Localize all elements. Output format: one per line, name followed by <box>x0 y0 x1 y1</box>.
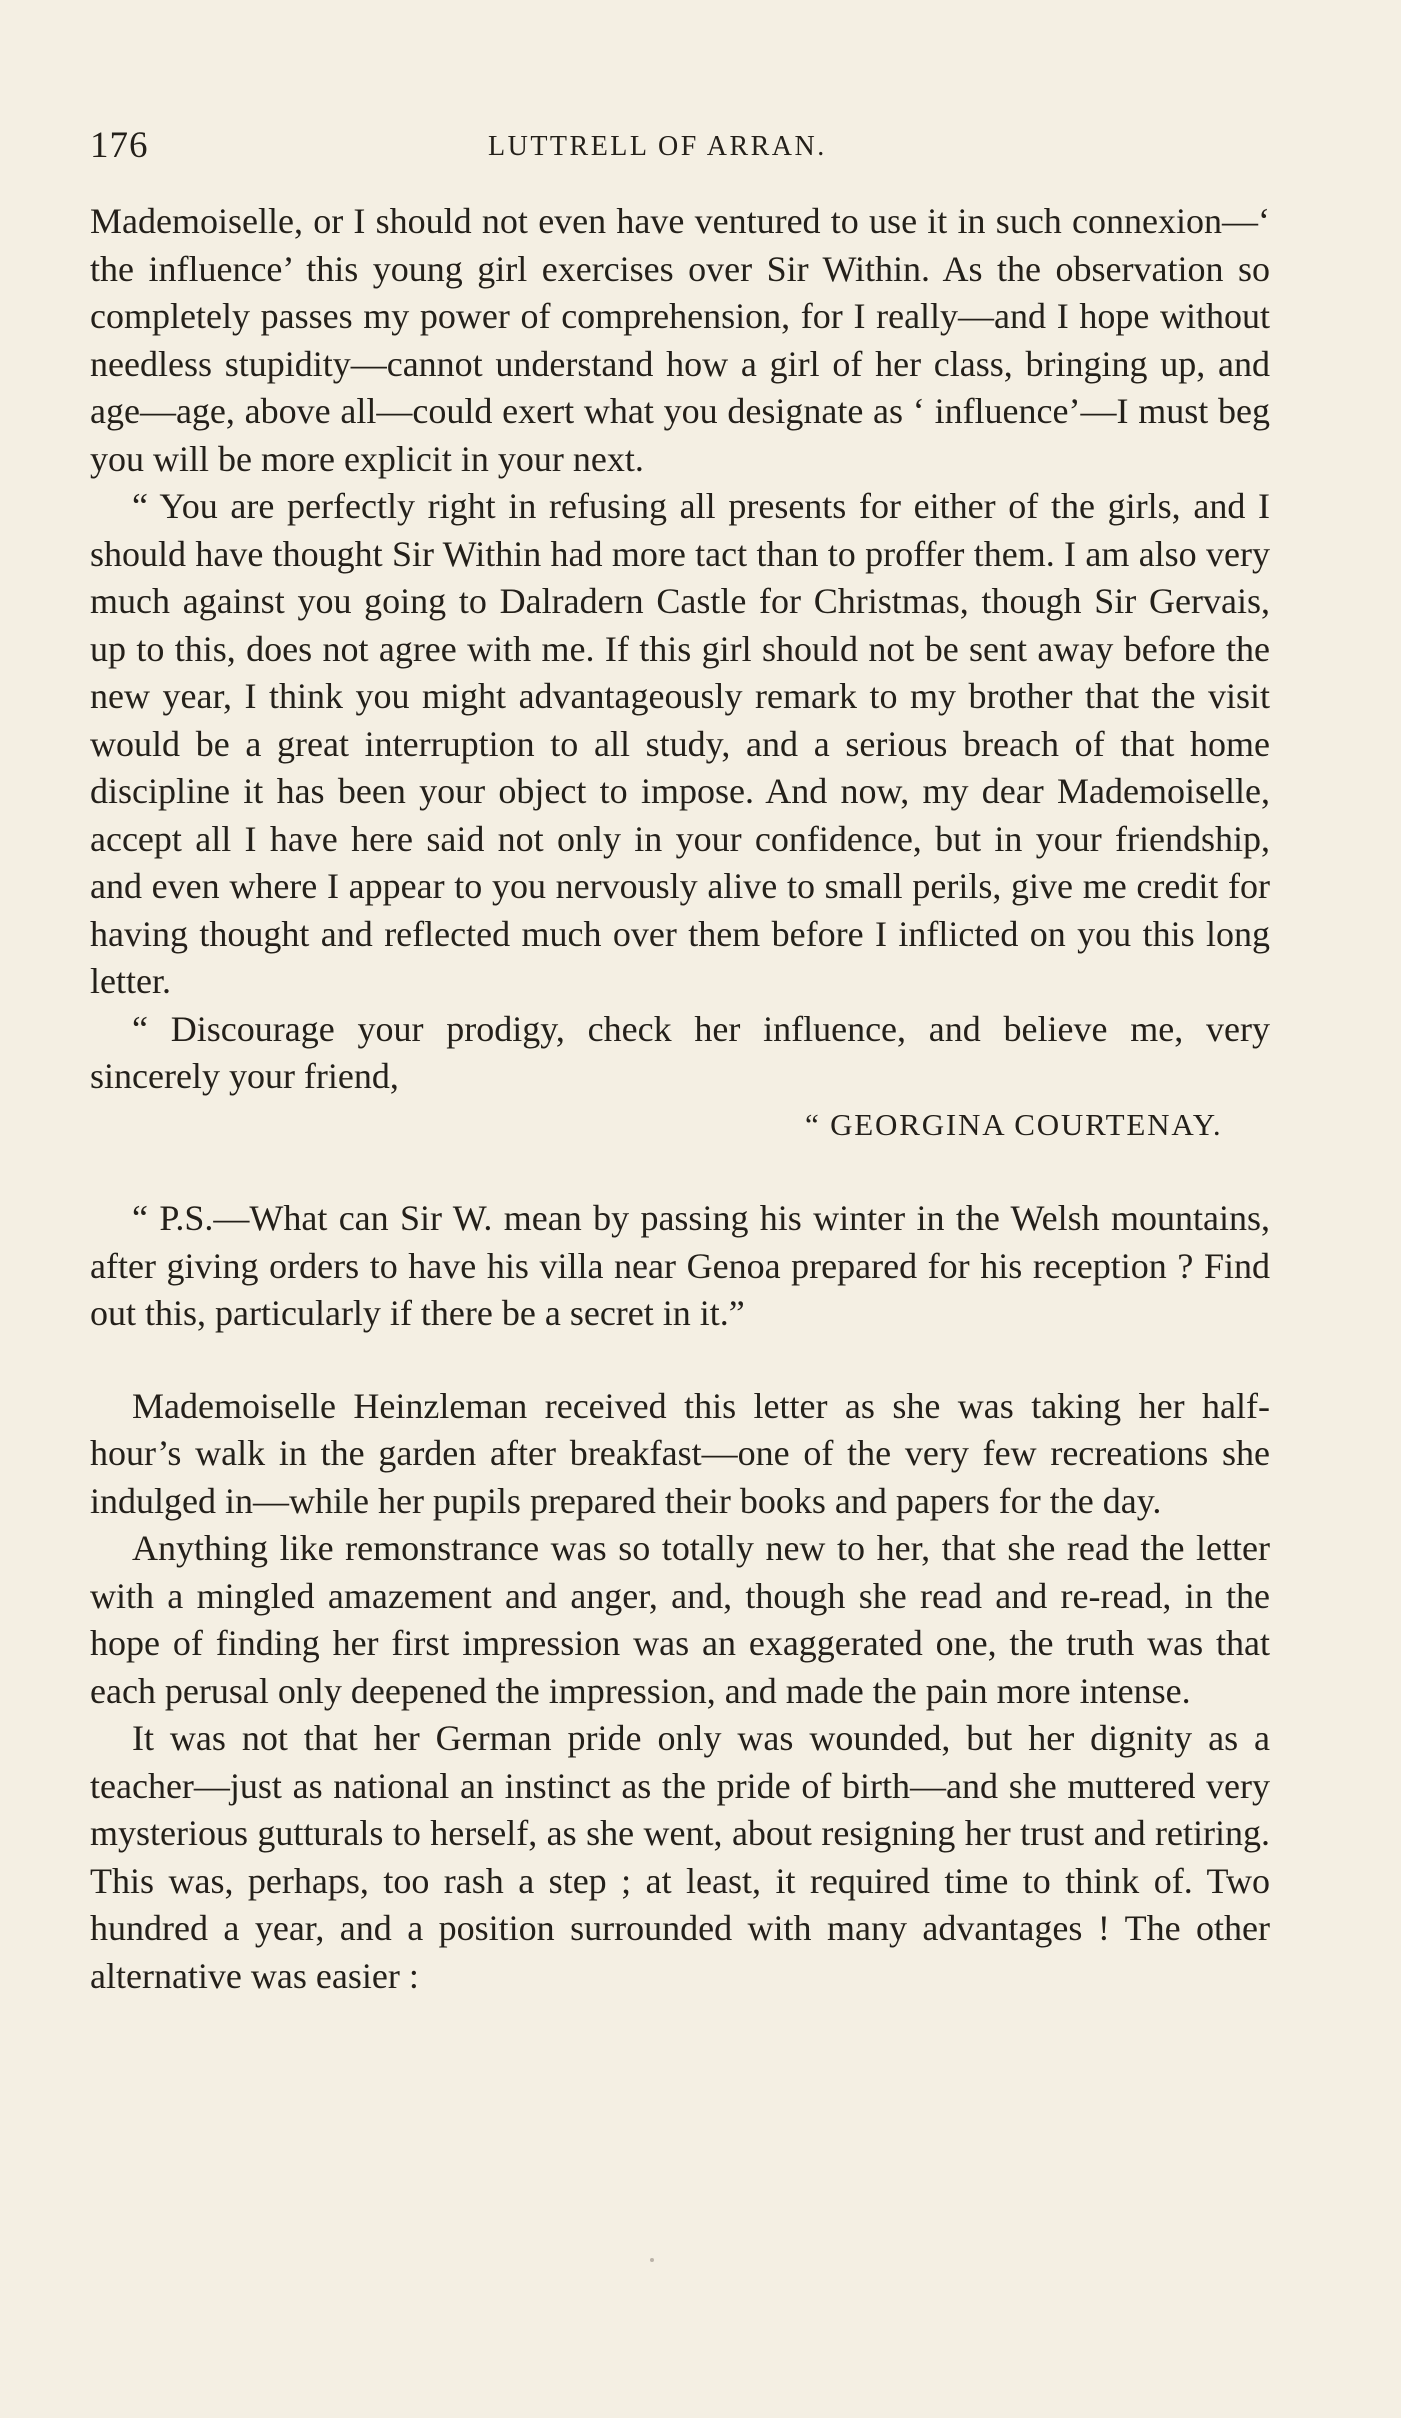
page-header <box>90 124 1270 168</box>
paragraph-letter-closing: “ Discourage your prodigy, check her influence, and believe me, very sincerely your friend, <box>90 1008 1270 1096</box>
main-text <box>90 198 1270 2000</box>
narrative-paragraph: Anything like remonstrance was so totally new to her, that she read the letter with a mingled amazement and anger, and, though she read and re-read, in the hope of finding her first impression was an exaggerated one, the truth was that each perusal only deepened the impression, and made the pain more intense. <box>90 1528 1270 1711</box>
postscript-paragraph: “ P.S.—What can Sir W. mean by passing his winter in the Welsh mountains, after giving orders to have his villa near Genoa prepared for his reception ? Find out this, particularly if there be a secret in it.” <box>90 1198 1270 1333</box>
letter-signature: “ GEORGINA COURTENAY. <box>805 1106 1223 1142</box>
section-spacer <box>90 1338 1270 1383</box>
narrative-paragraph: It was not that her German pride only was wounded, but her dignity as a teacher—just as national an instinct as the pride of birth—and she muttered very mysterious gutturals to herself, as she went, about resigning her trust and retiring. This was, perhaps, too rash a step ; at least, it required time to think of. Two hundred a year, and a position surrounded with many advantages ! The other alternative was easier : <box>90 1718 1270 1996</box>
paragraph-letter-advice: “ You are perfectly right in refusing all presents for either of the girls, and I should have thought Sir Within had more tact than to proffer them. I am also very much against you going to Dalradern Castle for Christmas, though Sir Gervais, up to this, does not agree with me. If this girl should not be sent away before the new year, I think you might advantageously remark to my brother that the visit would be a great interruption to all study, and a serious breach of that home discipline it has been your object to impose. And now, my dear Mademoiselle, accept all I have here said not only in your confidence, but in your friendship, and even where I appear to you nervously alive to small perils, give me credit for having thought and reflected much over them before I inflicted on you this long letter. <box>90 486 1270 1001</box>
section-spacer <box>90 1148 1270 1195</box>
paper-speck <box>650 2258 654 2262</box>
paragraph-continued-letter: Mademoiselle, or I should not even have ventured to use it in such connexion—‘ the influence’ this young girl exercises over Sir Within. As the observation so completely passes my power of comprehension, for I really—and I hope without needless stupidity—cannot understand how a girl of her class, bringing up, and age—age, above all—could exert what you designate as ‘ influence’—I must beg you will be more explicit in your next. <box>90 201 1270 479</box>
running-title: LUTTRELL OF ARRAN. <box>488 131 827 162</box>
narrative-paragraph: Mademoiselle Heinzleman received this letter as she was taking her half-hour’s walk in the garden after breakfast—one of the very few recreations she indulged in—while her pupils prepared their books and papers for the day. <box>90 1385 1270 1521</box>
page-number: 176 <box>90 125 149 166</box>
